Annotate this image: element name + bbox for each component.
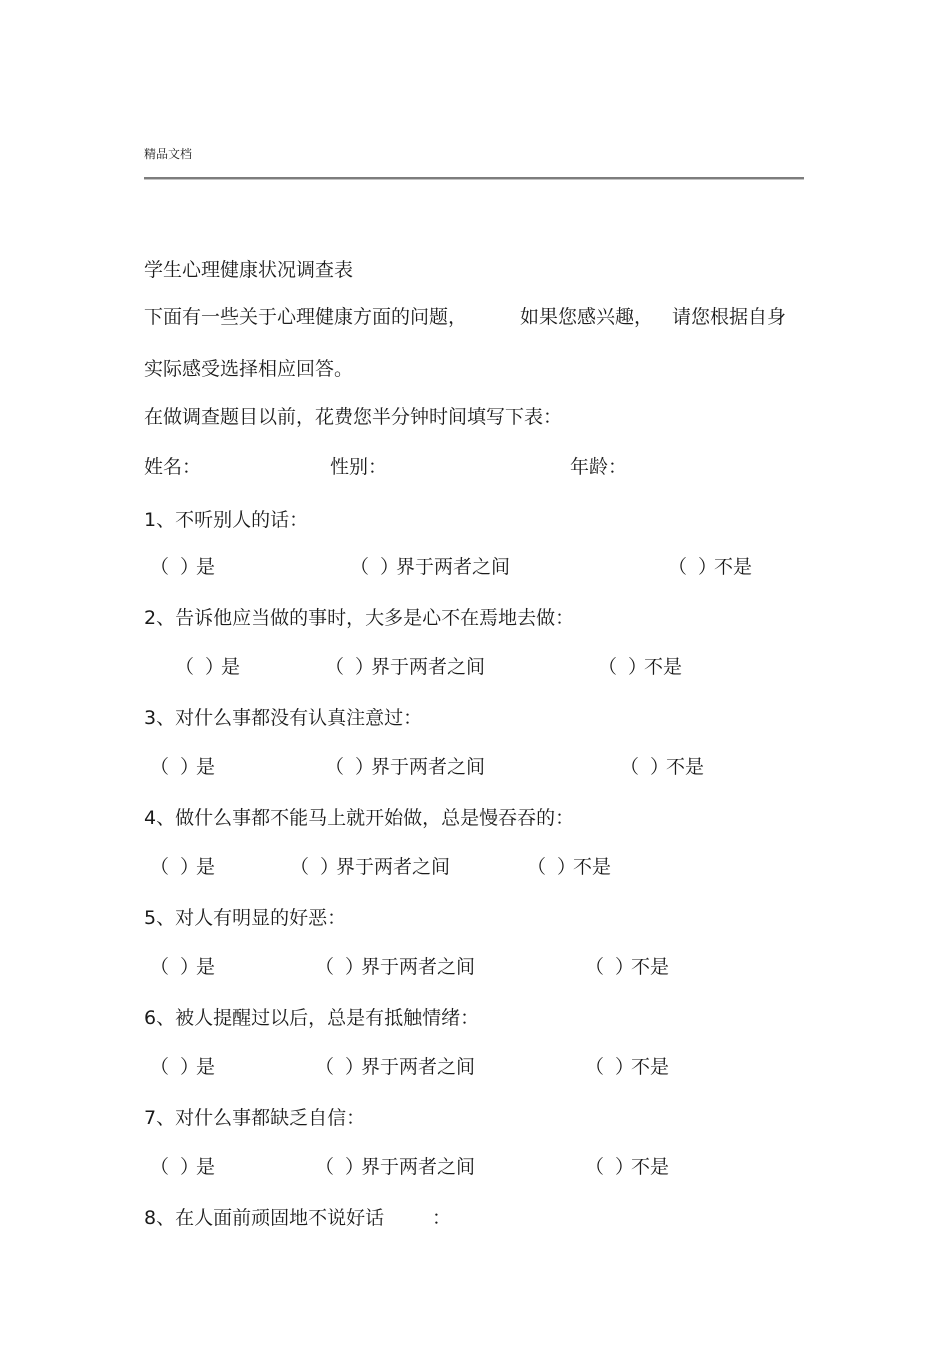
answer-parentheses[interactable]: （ ）: [150, 1156, 200, 1178]
option-between[interactable]: [315, 1155, 475, 1179]
option-between[interactable]: [315, 1055, 475, 1079]
answer-parentheses[interactable]: （ ）: [325, 756, 375, 778]
option-label: 是: [196, 956, 216, 978]
option-yes[interactable]: [150, 1055, 215, 1079]
answer-parentheses[interactable]: （ ）: [598, 656, 648, 678]
answer-parentheses[interactable]: （ ）: [150, 956, 200, 978]
option-label: 是: [196, 1156, 216, 1178]
answer-parentheses[interactable]: （ ）: [325, 656, 375, 678]
option-no[interactable]: [585, 955, 669, 979]
option-no[interactable]: [527, 855, 611, 879]
field-age-label: 年龄：: [570, 456, 628, 478]
question-text: 7、对什么事都缺乏自信：: [144, 1107, 366, 1129]
answer-parentheses[interactable]: （ ）: [290, 856, 340, 878]
header-divider: [144, 177, 804, 180]
answer-parentheses[interactable]: （ ）: [315, 1056, 365, 1078]
option-label: 界于两者之间: [371, 656, 486, 678]
question-text: 5、对人有明显的好恶：: [144, 907, 347, 929]
document-title: 学生心理健康状况调查表: [144, 259, 354, 281]
intro-part-c: 请您根据自身: [672, 306, 787, 328]
intro-line-2: 实际感受选择相应回答。: [144, 358, 354, 380]
option-between[interactable]: [325, 755, 485, 779]
question-text: 3、对什么事都没有认真注意过：: [144, 707, 423, 729]
option-label: 是: [196, 856, 216, 878]
question-text: 2、告诉他应当做的事时，大多是心不在焉地去做：: [144, 607, 575, 629]
option-label: 不是: [573, 856, 612, 878]
intro-part-a: 下面有一些关于心理健康方面的问题，: [144, 306, 468, 328]
answer-parentheses[interactable]: （ ）: [350, 556, 400, 578]
answer-parentheses[interactable]: （ ）: [620, 756, 670, 778]
option-yes[interactable]: [150, 1155, 215, 1179]
intro-part-b: 如果您感兴趣，: [520, 306, 654, 328]
option-yes[interactable]: [150, 755, 215, 779]
option-label: 是: [196, 1056, 216, 1078]
question-text: 8、在人面前顽固地不说好话: [144, 1207, 385, 1229]
option-label: 是: [196, 556, 216, 578]
option-yes[interactable]: [175, 655, 240, 679]
option-label: 不是: [644, 656, 683, 678]
answer-parentheses[interactable]: （ ）: [527, 856, 577, 878]
option-label: 不是: [631, 1056, 670, 1078]
field-name-label: 姓名：: [144, 456, 202, 478]
option-between[interactable]: [290, 855, 450, 879]
answer-parentheses[interactable]: （ ）: [585, 1056, 635, 1078]
answer-parentheses[interactable]: （ ）: [150, 856, 200, 878]
answer-parentheses[interactable]: （ ）: [585, 956, 635, 978]
option-label: 界于两者之间: [336, 856, 451, 878]
option-label: 不是: [666, 756, 705, 778]
answer-parentheses[interactable]: （ ）: [150, 556, 200, 578]
option-between[interactable]: [350, 555, 510, 579]
option-label: 是: [196, 756, 216, 778]
option-label: 界于两者之间: [361, 956, 476, 978]
option-label: 界于两者之间: [361, 1056, 476, 1078]
option-yes[interactable]: [150, 855, 215, 879]
answer-parentheses[interactable]: （ ）: [585, 1156, 635, 1178]
option-between[interactable]: [325, 655, 485, 679]
field-gender-label: 性别：: [330, 456, 388, 478]
answer-parentheses[interactable]: （ ）: [175, 656, 225, 678]
option-label: 不是: [714, 556, 753, 578]
option-label: 界于两者之间: [361, 1156, 476, 1178]
option-label: 是: [221, 656, 241, 678]
question-text: 4、做什么事都不能马上就开始做，总是慢吞吞的：: [144, 807, 575, 829]
option-label: 界于两者之间: [396, 556, 511, 578]
question-text: 6、被人提醒过以后，总是有抵触情绪：: [144, 1007, 480, 1029]
option-label: 不是: [631, 956, 670, 978]
option-between[interactable]: [315, 955, 475, 979]
question-8-colon: ：: [432, 1207, 452, 1229]
option-no[interactable]: [598, 655, 682, 679]
answer-parentheses[interactable]: （ ）: [315, 956, 365, 978]
option-no[interactable]: [585, 1055, 669, 1079]
intro-line-1: [144, 305, 467, 329]
answer-parentheses[interactable]: （ ）: [315, 1156, 365, 1178]
answer-parentheses[interactable]: （ ）: [668, 556, 718, 578]
option-yes[interactable]: [150, 955, 215, 979]
option-no[interactable]: [620, 755, 704, 779]
option-no[interactable]: [585, 1155, 669, 1179]
instruction-line: 在做调查题目以前，花费您半分钟时间填写下表：: [144, 406, 563, 428]
option-label: 不是: [631, 1156, 670, 1178]
answer-parentheses[interactable]: （ ）: [150, 1056, 200, 1078]
option-label: 界于两者之间: [371, 756, 486, 778]
option-yes[interactable]: [150, 555, 215, 579]
page-header-label: 精品文档: [144, 147, 193, 161]
option-no[interactable]: [668, 555, 752, 579]
answer-parentheses[interactable]: （ ）: [150, 756, 200, 778]
question-text: 1、不听别人的话：: [144, 509, 309, 531]
